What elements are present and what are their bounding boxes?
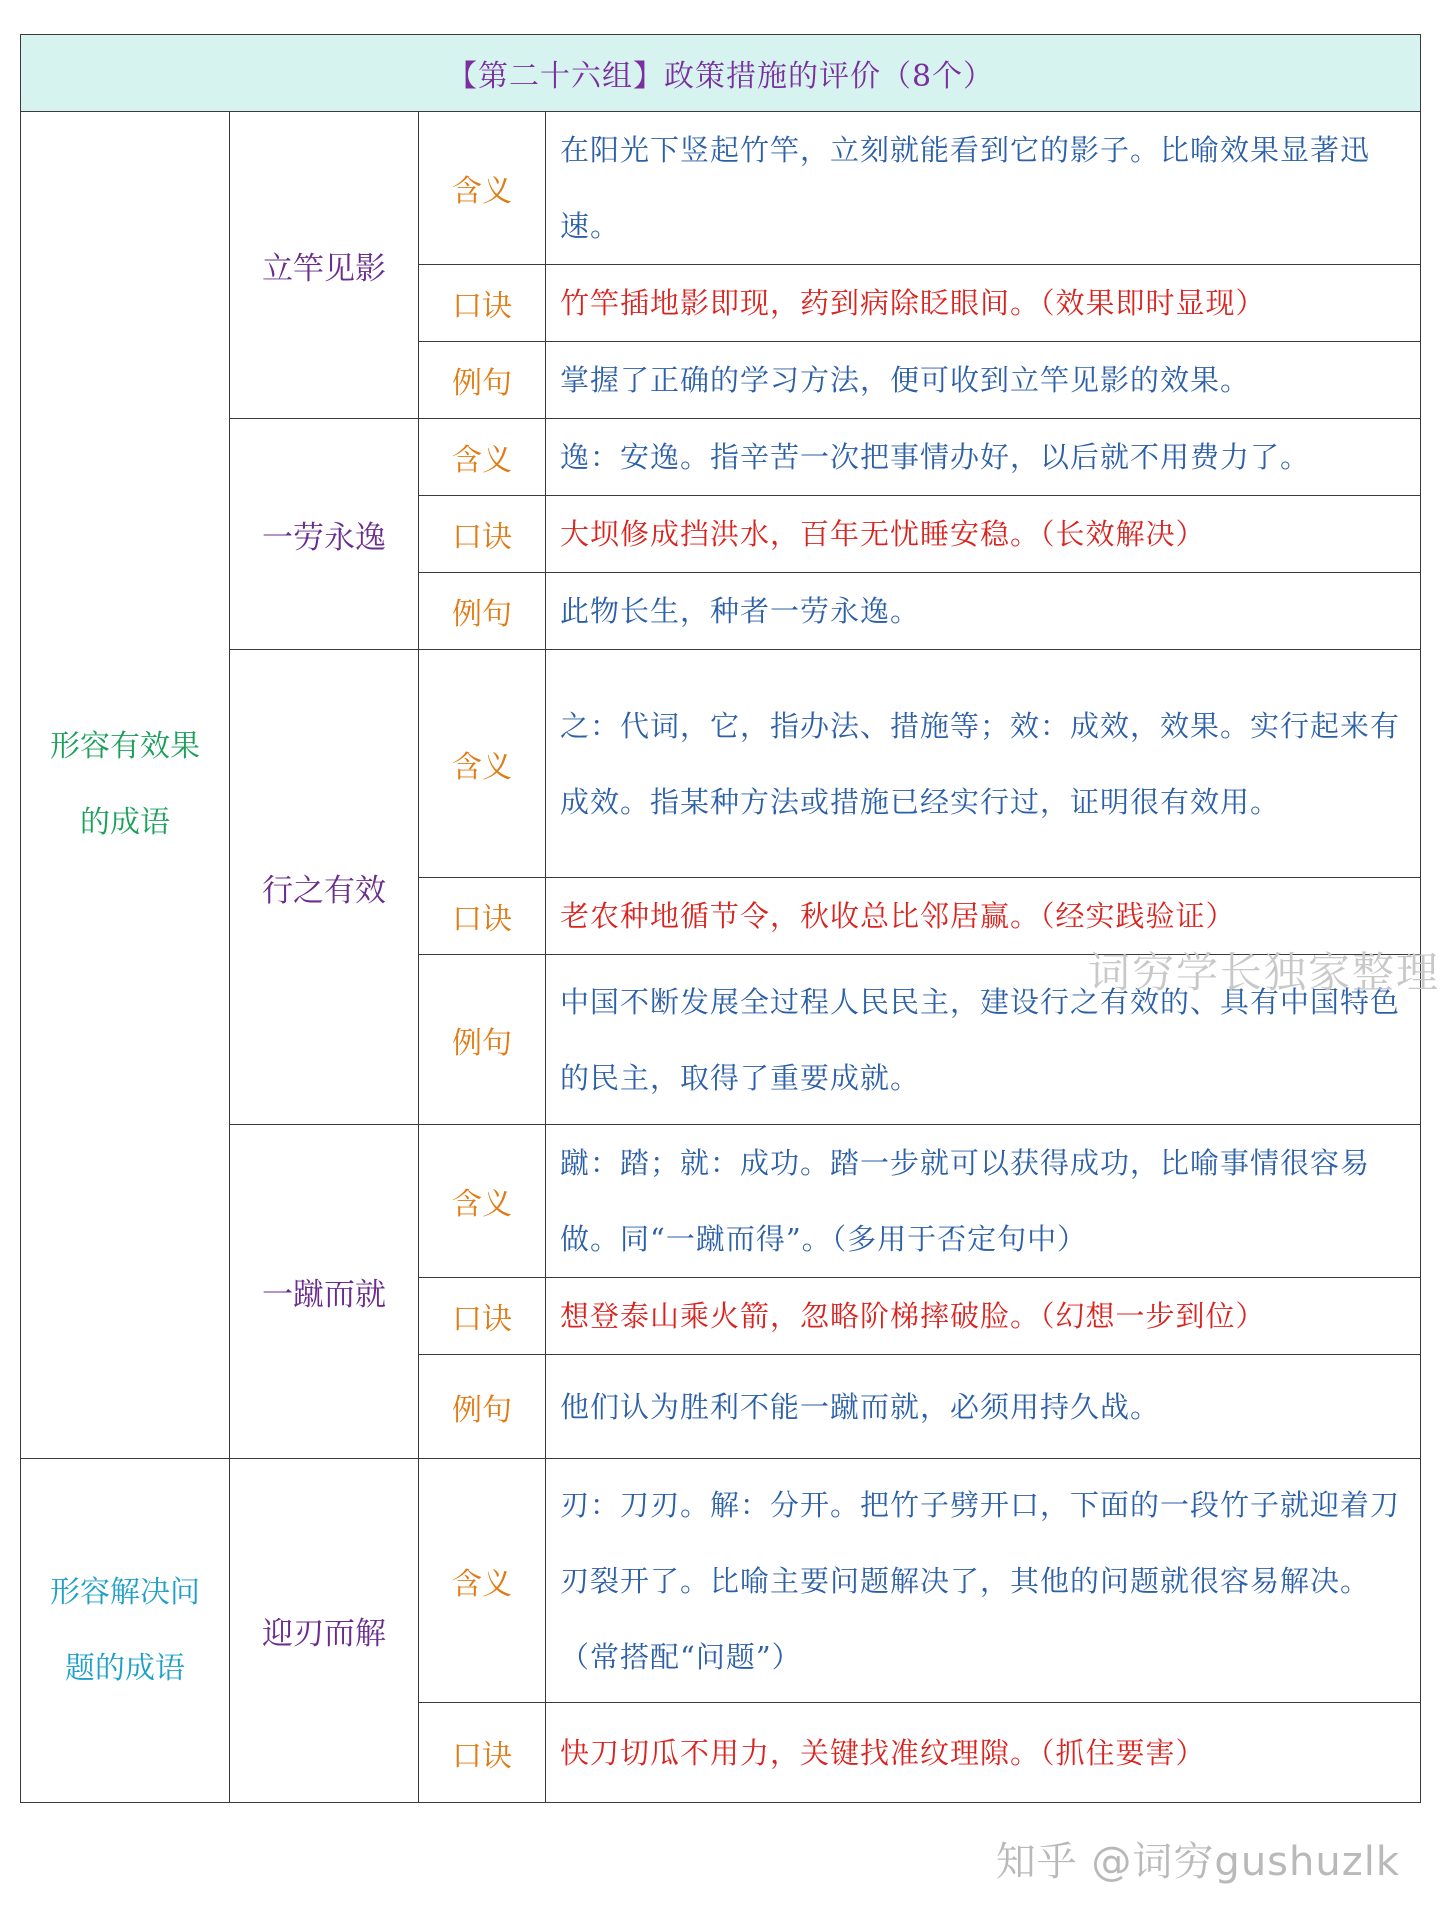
mnemonic-label: 口诀 [419,1278,546,1355]
meaning-label: 含义 [419,419,546,496]
watermark-text: 词穷学长独家整理 [1087,948,1440,997]
example-text: 掌握了正确的学习方法，便可收到立竿见影的效果。 [546,342,1421,419]
example-label: 例句 [419,342,546,419]
example-text: 他们认为胜利不能一蹴而就，必须用持久战。 [546,1355,1421,1459]
meaning-label: 含义 [419,112,546,265]
meaning-label: 含义 [419,1125,546,1278]
mnemonic-text: 大坝修成挡洪水，百年无忧睡安稳。（长效解决） [546,496,1421,573]
mnemonic-text: 想登泰山乘火箭，忽略阶梯摔破脸。（幻想一步到位） [546,1278,1421,1355]
example-label: 例句 [419,573,546,650]
meaning-text: 之：代词，它，指办法、措施等；效：成效，效果。实行起来有成效。指某种方法或措施已经实行过，证明很有效用。 [546,650,1421,878]
footer-credit: 知乎 @词穷gushuzlk [995,1839,1400,1885]
idiom-table [20,34,1421,1803]
example-label: 例句 [419,1355,546,1459]
example-text: 中国不断发展全过程人民民主，建设行之有效的、具有中国特色的民主，取得了重要成就。 [546,955,1421,1125]
mnemonic-text: 竹竿插地影即现，药到病除眨眼间。（效果即时显现） [546,265,1421,342]
idiom-name: 一蹴而就 [230,1125,419,1459]
mnemonic-label: 口诀 [419,496,546,573]
example-text: 此物长生，种者一劳永逸。 [546,573,1421,650]
category-effective [21,112,230,1459]
idiom-name: 一劳永逸 [230,419,419,650]
category-solving [21,1459,230,1803]
meaning-text: 在阳光下竖起竹竿，立刻就能看到它的影子。比喻效果显著迅速。 [546,112,1421,265]
meaning-text: 蹴：踏；就：成功。踏一步就可以获得成功，比喻事情很容易做。同“一蹴而得”。（多用于否定句中） [546,1125,1421,1278]
table-title: 【第二十六组】政策措施的评价（8个） [21,35,1421,112]
mnemonic-label: 口诀 [419,265,546,342]
mnemonic-text: 快刀切瓜不用力，关键找准纹理隙。（抓住要害） [546,1703,1421,1803]
mnemonic-label: 口诀 [419,1703,546,1803]
example-label: 例句 [419,955,546,1125]
category-effective-label: 形容有效果的成语 [50,729,200,840]
mnemonic-label: 口诀 [419,878,546,955]
meaning-label: 含义 [419,1459,546,1703]
idiom-name: 行之有效 [230,650,419,1125]
mnemonic-text: 老农种地循节令，秋收总比邻居赢。（经实践验证） [546,878,1421,955]
idiom-table-container [20,34,1420,1803]
meaning-label: 含义 [419,650,546,878]
category-solving-label: 形容解决问题的成语 [50,1574,200,1686]
idiom-name: 立竿见影 [230,112,419,419]
idiom-name: 迎刃而解 [230,1459,419,1803]
meaning-text: 刃：刀刃。解：分开。把竹子劈开口，下面的一段竹子就迎着刀刃裂开了。比喻主要问题解决了，其他的问题就很容易解决。（常搭配“问题”） [546,1459,1421,1703]
meaning-text: 逸：安逸。指辛苦一次把事情办好，以后就不用费力了。 [546,419,1421,496]
